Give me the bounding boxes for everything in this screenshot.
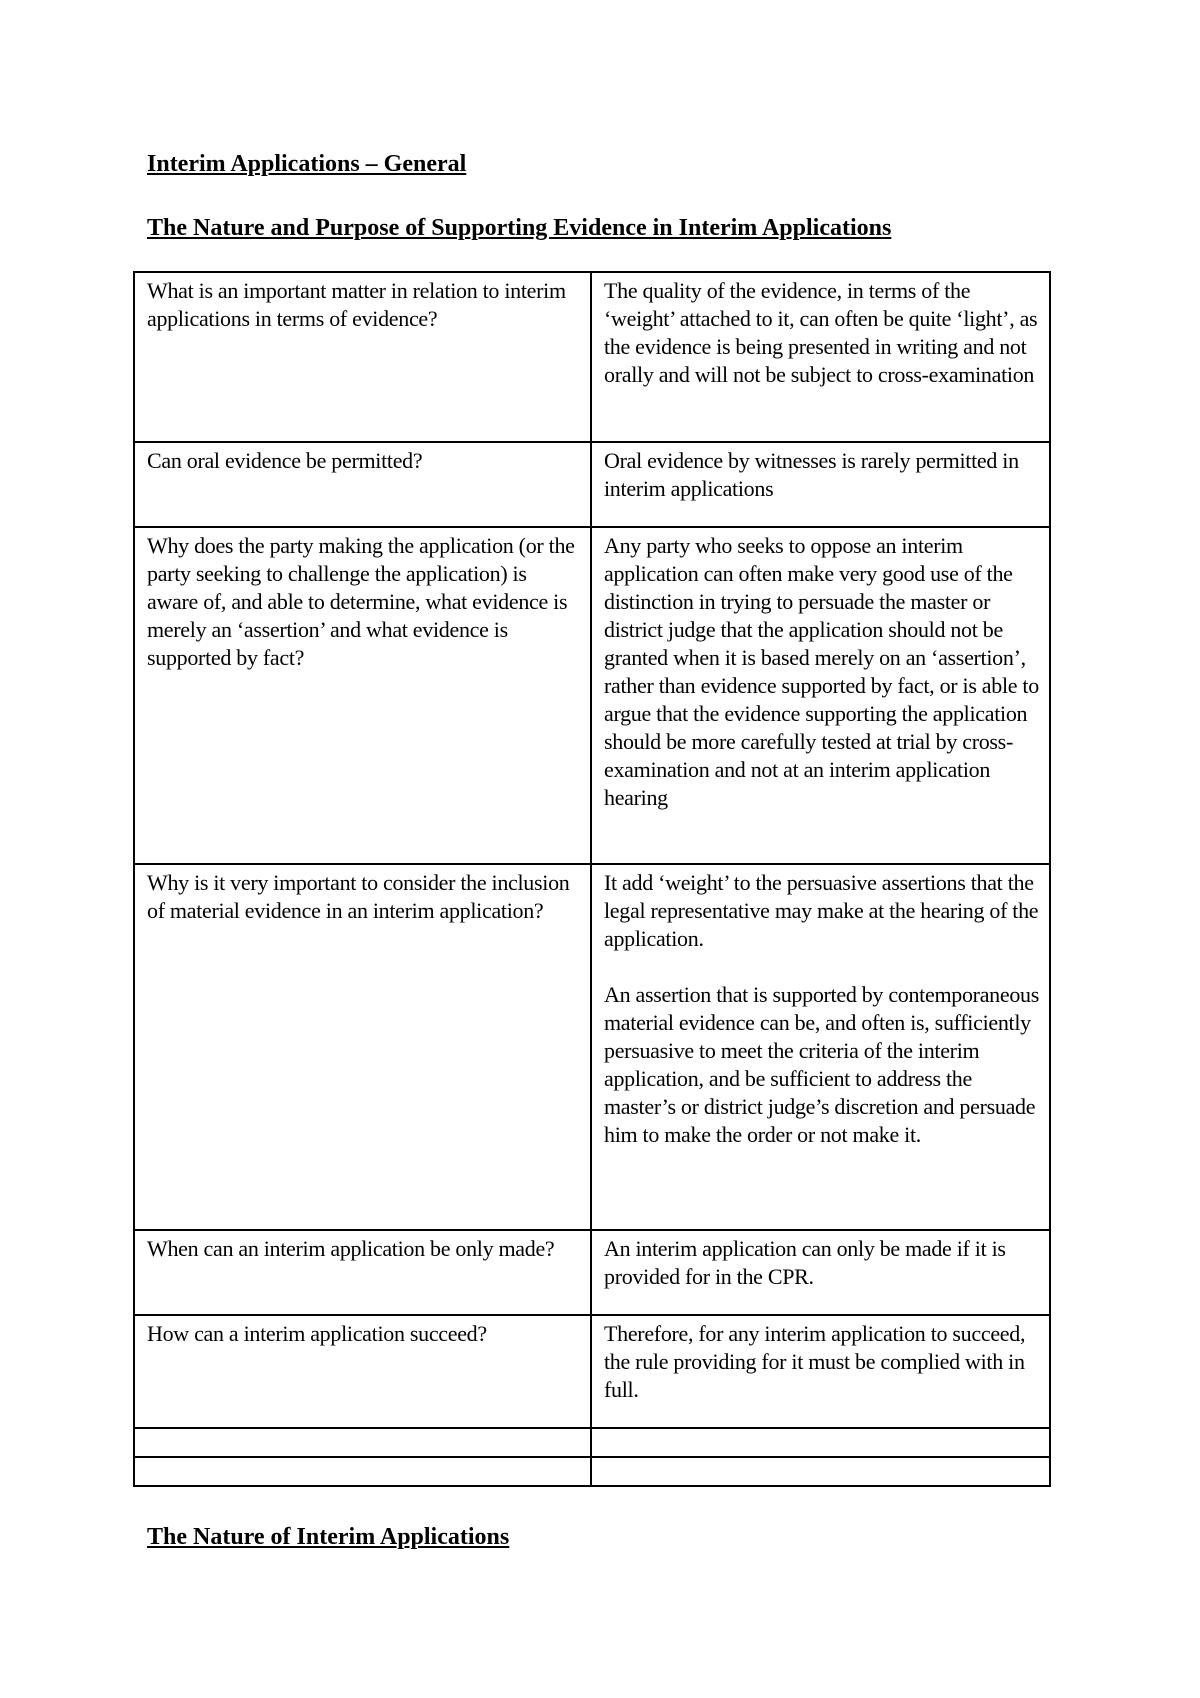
answer-text: Therefore, for any interim application to succeed, the rule providing for it must be complied with in full. bbox=[604, 1321, 1026, 1402]
question-cell bbox=[134, 1457, 591, 1486]
answer-text: The quality of the evidence, in terms of the ‘weight’ attached to it, can often be quite ‘light’, as the evidence is being presented in writing and not orally and will not be subject to cross-examination bbox=[604, 278, 1038, 387]
question-cell: How can a interim application succeed? bbox=[134, 1315, 591, 1428]
answer-text: It add ‘weight’ to the persuasive assertions that the legal representative may make at the hearing of the application. bbox=[604, 870, 1039, 951]
answer-text: An interim application can only be made if it is provided for in the CPR. bbox=[604, 1236, 1006, 1289]
table-row bbox=[134, 527, 1050, 864]
table-row-empty bbox=[134, 1428, 1050, 1457]
answer-cell bbox=[591, 1428, 1050, 1457]
table-row bbox=[134, 442, 1050, 527]
section-heading-nature: The Nature of Interim Applications bbox=[147, 1524, 510, 1550]
answer-text: Oral evidence by witnesses is rarely permitted in interim applications bbox=[604, 448, 1019, 501]
answer-cell bbox=[591, 864, 1050, 1230]
question-cell: Can oral evidence be permitted? bbox=[134, 442, 591, 527]
answer-cell bbox=[591, 1457, 1050, 1486]
answer-text: Any party who seeks to oppose an interim application can often make very good use of the distinction in trying to persuade the master or district judge that the application should not be granted when it is based merely on an ‘assertion’, rather than evidence supported by fact, or is able to argue that the evidence supporting the application should be more carefully tested at trial by cross-examination and not at an interim application hearing bbox=[604, 533, 1039, 810]
table-row bbox=[134, 1230, 1050, 1315]
answer-cell bbox=[591, 1230, 1050, 1315]
question-cell: Why does the party making the application (or the party seeking to challenge the application) is aware of, and able to determine, what evidence is merely an ‘assertion’ and what evidence is supported by fact? bbox=[134, 527, 591, 864]
table-row-empty bbox=[134, 1457, 1050, 1486]
section-heading-supporting-evidence: The Nature and Purpose of Supporting Evidence in Interim Applications bbox=[147, 215, 892, 241]
answer-cell bbox=[591, 527, 1050, 864]
question-cell: Why is it very important to consider the inclusion of material evidence in an interim application? bbox=[134, 864, 591, 1230]
table-row bbox=[134, 864, 1050, 1230]
question-cell: When can an interim application be only made? bbox=[134, 1230, 591, 1315]
question-cell: What is an important matter in relation to interim applications in terms of evidence? bbox=[134, 272, 591, 442]
qa-table bbox=[133, 271, 1051, 1487]
question-cell bbox=[134, 1428, 591, 1457]
table-row bbox=[134, 1315, 1050, 1428]
document-title: Interim Applications – General bbox=[147, 151, 467, 177]
answer-cell bbox=[591, 272, 1050, 442]
answer-text: An assertion that is supported by contemporaneous material evidence can be, and often is, sufficiently persuasive to meet the criteria of the interim application, and be sufficient to address the master’s or district judge’s discretion and persuade him to make the order or not make it. bbox=[604, 982, 1039, 1147]
table-row bbox=[134, 272, 1050, 442]
answer-cell bbox=[591, 1315, 1050, 1428]
answer-cell bbox=[591, 442, 1050, 527]
